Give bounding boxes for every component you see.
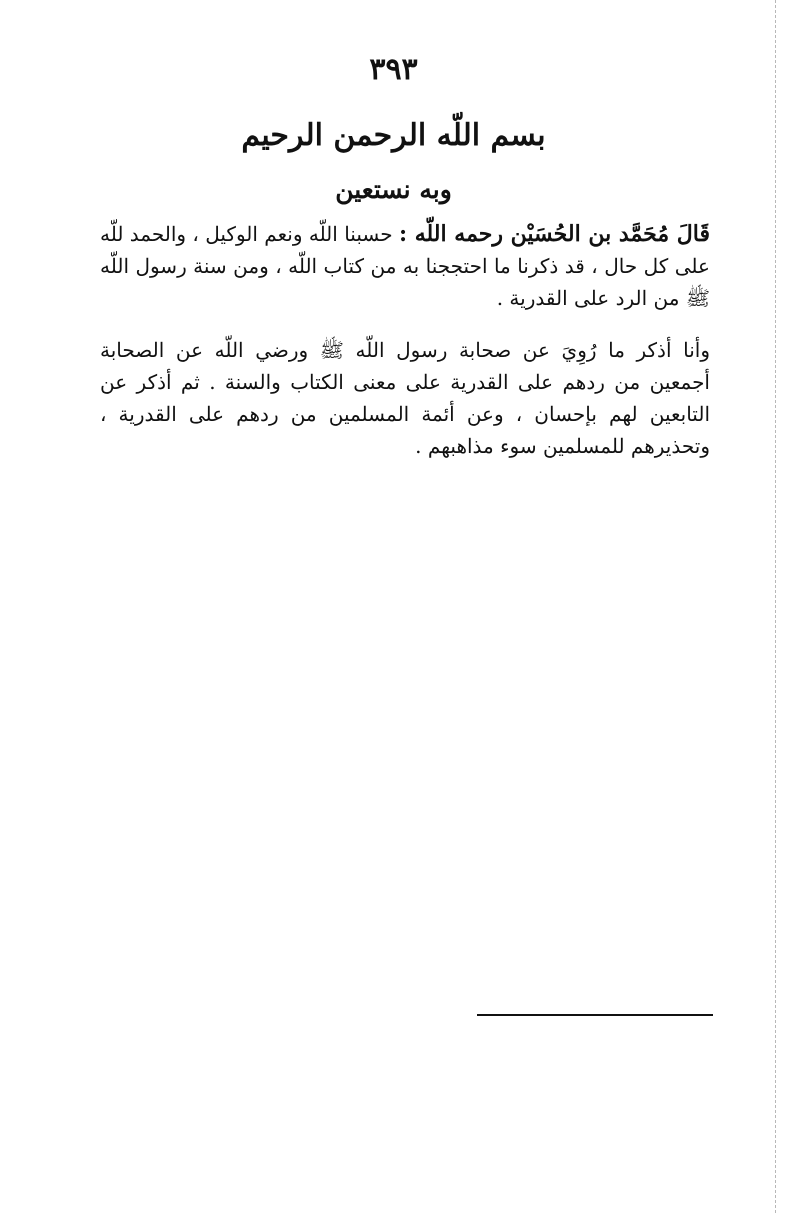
speaker-attribution: قَالَ مُحَمَّد بن الحُسَيْن رحمه اللّه : [398, 221, 711, 247]
paragraph-body [100, 334, 710, 462]
paragraph-text: حسبنا اللّه ونعم الوكيل ، والحمد للّه على كل حال ، قد ذكرنا ما احتججنا به من كتاب اللّه ، ومن سنة رسول اللّه ﷺ من الرد على القدرية . [100, 222, 710, 310]
paragraph-intro [100, 218, 710, 314]
page-number: ٣٩٣ [369, 52, 418, 87]
subheading: وبه نستعين [335, 175, 452, 204]
basmala-heading: بسم اللّه الرحمن الرحيم [241, 118, 546, 153]
footnote-separator [477, 1014, 713, 1016]
paragraph-text: وأنا أذكر ما رُوِيَ عن صحابة رسول اللّه ﷺ ورضي اللّه عن الصحابة أجمعين من ردهم على القدرية على معنى الكتاب والسنة . ثم أذكر عن التابعين لهم بإحسان ، وعن أئمة المسلمين من ردهم على القدرية ، وتحذيرهم للمسلمين سوء مذاهبهم . [100, 338, 710, 458]
